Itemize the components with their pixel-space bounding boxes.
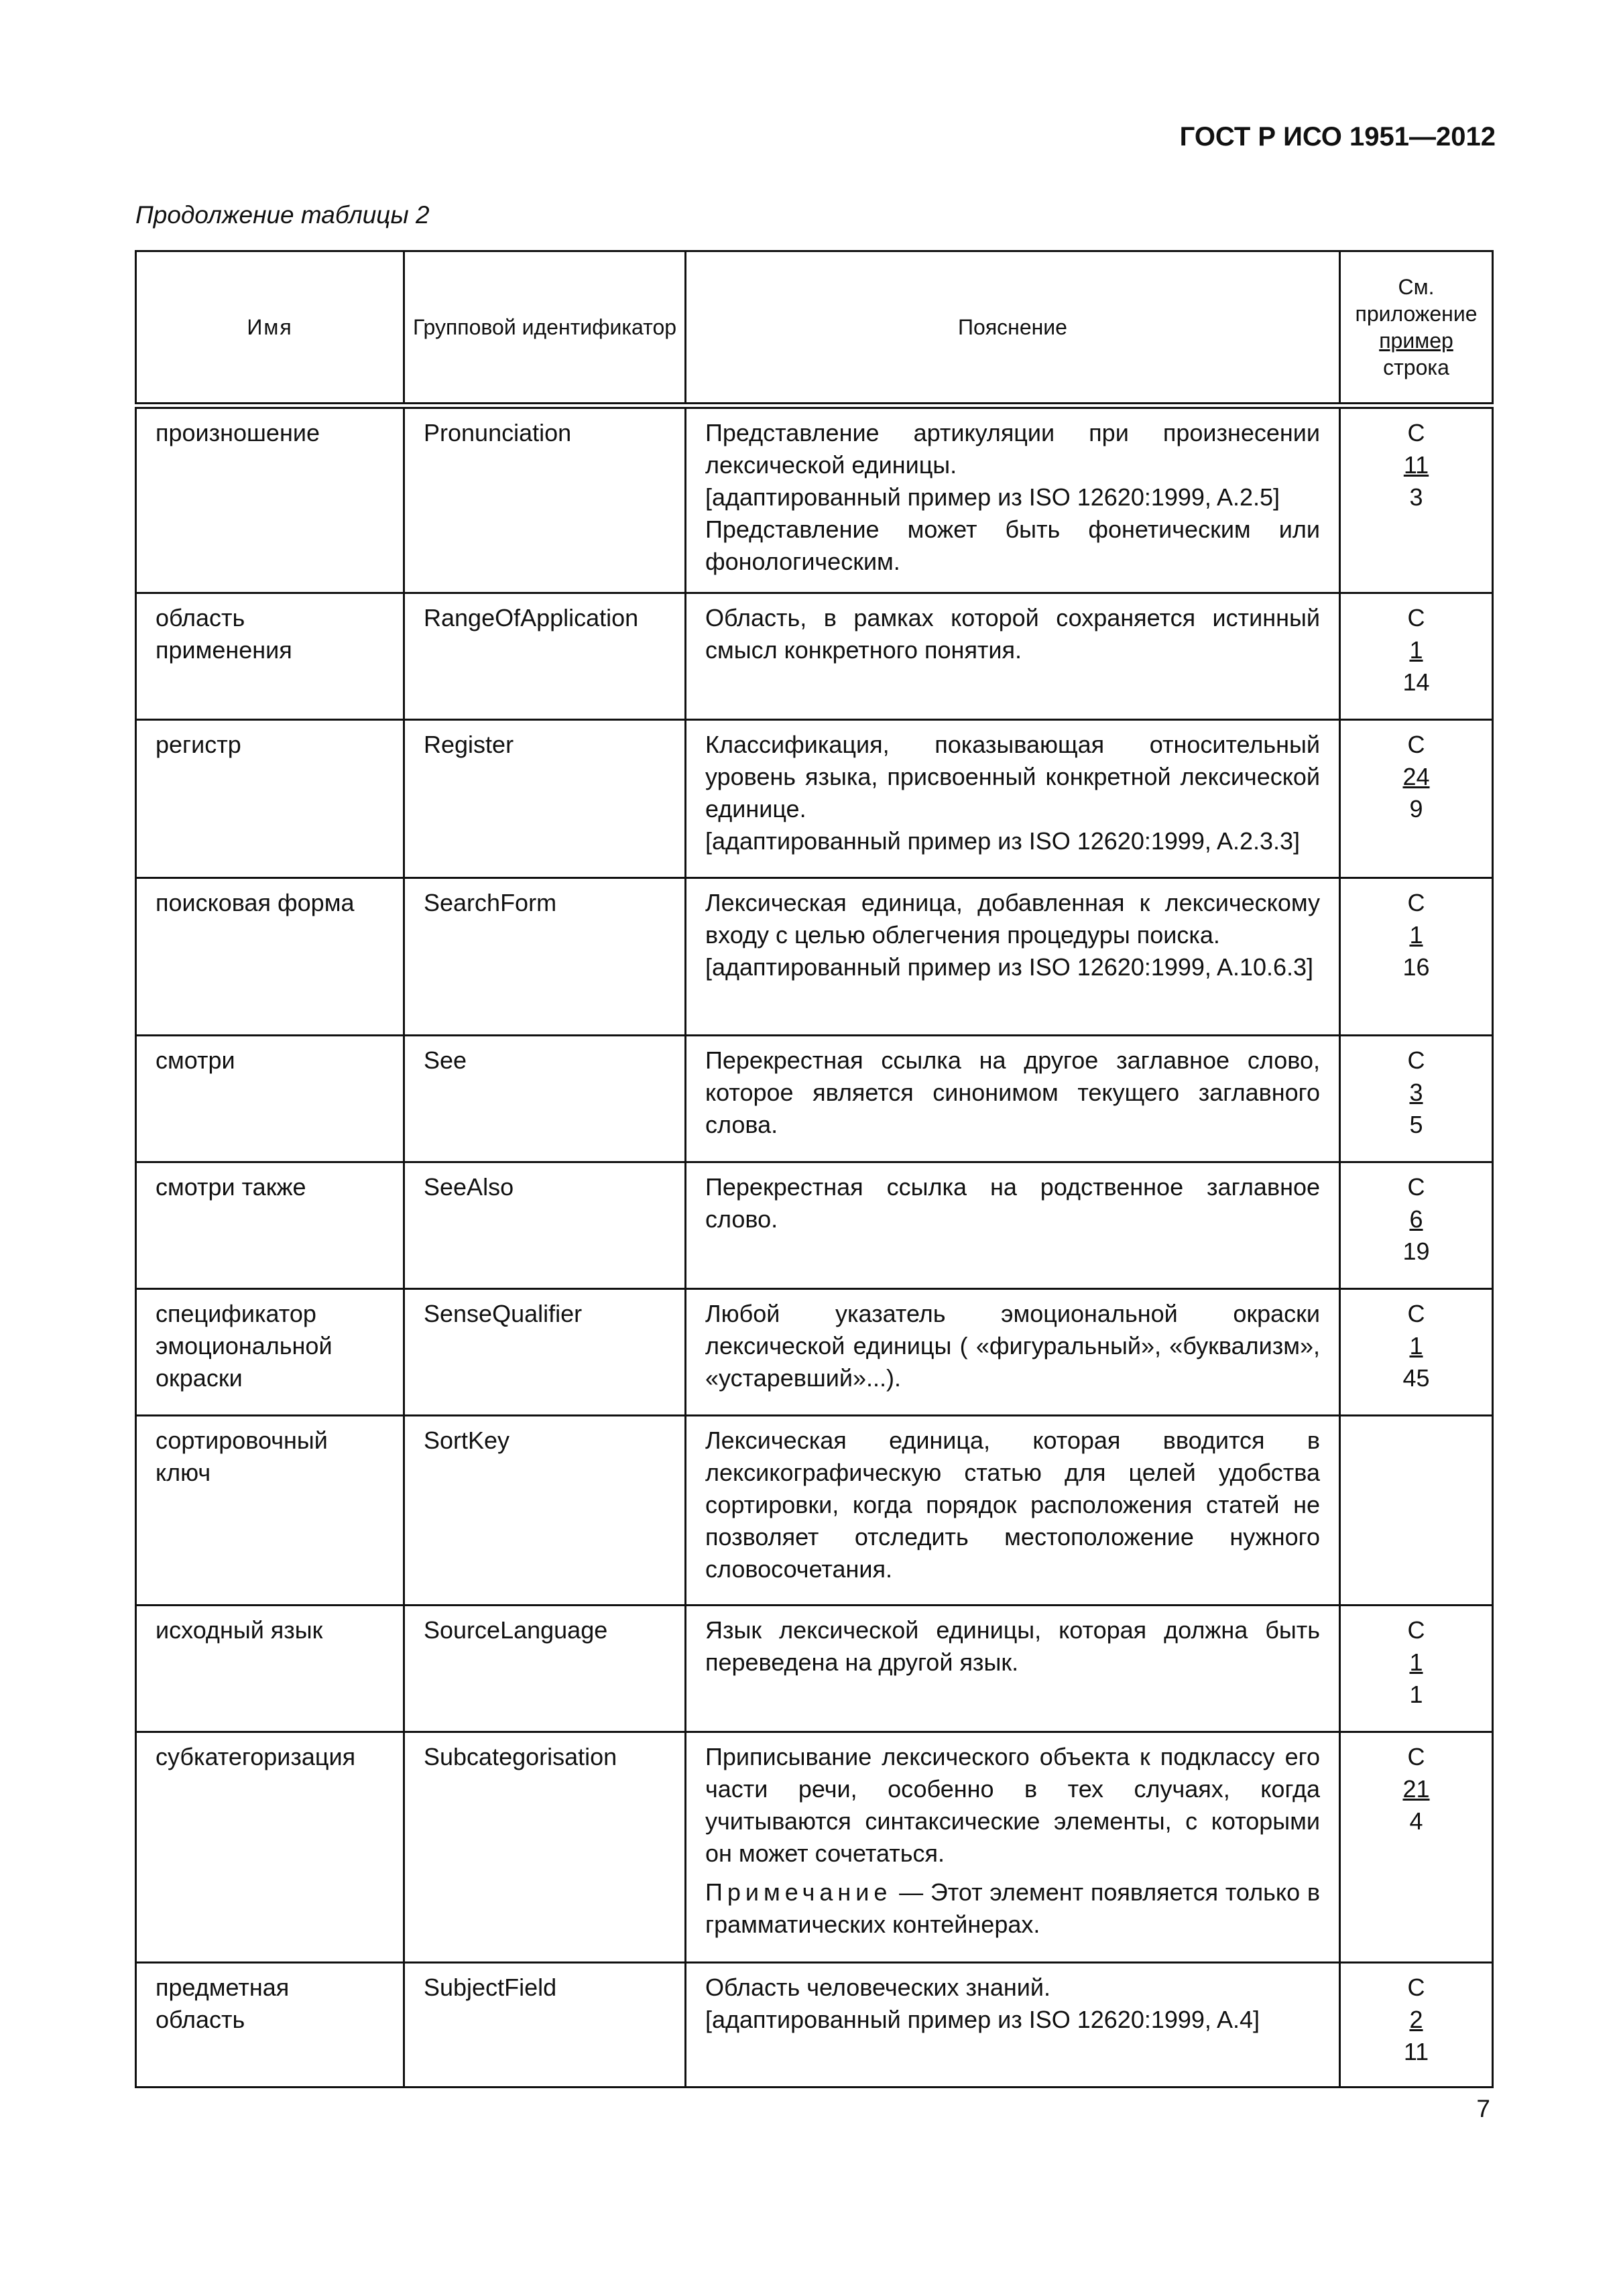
explanation-paragraph: Перекрестная ссылка на родственное заглавное слово. — [705, 1173, 1320, 1233]
explanation-paragraph: Перекрестная ссылка на другое заглавное слово, которое является синонимом текущего заглавного слова. — [705, 1046, 1320, 1139]
ref-line: 5 — [1409, 1111, 1423, 1139]
note-text: — Этот элемент появляется только в грамматических контейнерах. — [705, 1878, 1320, 1939]
ref-example: 21 — [1402, 1775, 1430, 1803]
table-row — [136, 1732, 1493, 1963]
ref-line: 3 — [1409, 483, 1423, 511]
term-explanation — [686, 720, 1340, 878]
ref-appendix: C — [1407, 604, 1425, 632]
ref-example: 1 — [1409, 920, 1423, 949]
table-row — [136, 720, 1493, 878]
table-row — [136, 1962, 1493, 2087]
ref-line: 16 — [1402, 953, 1430, 981]
appendix-reference — [1340, 878, 1493, 1035]
appendix-reference — [1340, 1606, 1493, 1732]
group-identifier: SubjectField — [404, 1962, 686, 2087]
explanation-paragraph: Область человеческих знаний. — [705, 1973, 1050, 2001]
term-explanation — [686, 593, 1340, 720]
term-name: спецификатор эмоциональной окраски — [136, 1289, 404, 1416]
group-identifier: SearchForm — [404, 878, 686, 1035]
table-row — [136, 1162, 1493, 1289]
appendix-reference — [1340, 1732, 1493, 1963]
ref-appendix: C — [1407, 419, 1425, 446]
group-identifier: SenseQualifier — [404, 1289, 686, 1416]
page-number: 7 — [1476, 2095, 1490, 2122]
term-name: смотри также — [136, 1162, 404, 1289]
note-label: Примечание — [705, 1878, 892, 1907]
ref-example: 11 — [1403, 451, 1429, 479]
term-name: произношение — [136, 406, 404, 593]
group-identifier: SortKey — [404, 1416, 686, 1606]
explanation-paragraph: Приписывание лексического объекта к подклассу его части речи, особенно в тех случаях, когда учитываются синтаксические элементы, с которыми он может сочетаться. — [705, 1743, 1320, 1868]
table-row — [136, 878, 1493, 1035]
term-explanation — [686, 1606, 1340, 1732]
ref-head-line: пример — [1379, 328, 1453, 353]
ref-example: 1 — [1409, 1648, 1423, 1677]
group-identifier: Pronunciation — [404, 406, 686, 593]
ref-head-line: приложение — [1355, 302, 1478, 326]
group-identifier: SeeAlso — [404, 1162, 686, 1289]
column-header-reference — [1340, 251, 1493, 406]
explanation-paragraph: Любой указатель эмоциональной окраски лексической единицы ( «фигуральный», «буквализм», «устаревший»...). — [705, 1300, 1320, 1392]
term-name: предметная область — [136, 1962, 404, 2087]
ref-appendix: C — [1407, 1616, 1425, 1644]
ref-line: 45 — [1402, 1364, 1430, 1392]
explanation-paragraph: Классификация, показывающая относительный уровень языка, присвоенный конкретной лексической единице. — [705, 731, 1320, 823]
ref-head-line: См. — [1398, 275, 1435, 299]
explanation-paragraph: Область, в рамках которой сохраняется истинный смысл конкретного понятия. — [705, 604, 1320, 664]
term-name: регистр — [136, 720, 404, 878]
ref-appendix: C — [1407, 1046, 1425, 1075]
table-row — [136, 1416, 1493, 1606]
ref-example: 1 — [1409, 1332, 1423, 1360]
appendix-reference — [1340, 406, 1493, 593]
ref-line: 1 — [1409, 1681, 1423, 1709]
term-name: сортировочный ключ — [136, 1416, 404, 1606]
ref-example: 24 — [1402, 763, 1430, 791]
ref-appendix: C — [1407, 1300, 1425, 1328]
ref-line: 4 — [1409, 1807, 1423, 1835]
ref-appendix: C — [1407, 1173, 1425, 1201]
column-header-name: Имя — [136, 251, 404, 406]
table-row — [136, 1036, 1493, 1162]
ref-appendix: C — [1407, 888, 1425, 916]
appendix-reference — [1340, 1289, 1493, 1416]
term-name: область применения — [136, 593, 404, 720]
table-header-row — [136, 251, 1493, 406]
appendix-reference — [1340, 1962, 1493, 2087]
term-explanation — [686, 878, 1340, 1035]
terms-table — [135, 250, 1494, 2088]
appendix-reference — [1340, 1036, 1493, 1162]
term-explanation — [686, 1289, 1340, 1416]
explanation-paragraph: [адаптированный пример из ISO 12620:1999, A.4] — [705, 2005, 1260, 2033]
ref-line: 11 — [1403, 2037, 1429, 2065]
explanation-paragraph: Лексическая единица, добавленная к лексическому входу с целью облегчения процедуры поиска. — [705, 888, 1320, 949]
group-identifier: See — [404, 1036, 686, 1162]
document-header: ГОСТ Р ИСО 1951—2012 — [1179, 122, 1496, 152]
explanation-paragraph: [адаптированный пример из ISO 12620:1999, A.2.5] — [705, 483, 1280, 511]
explanation-paragraph: Язык лексической единицы, которая должна быть переведена на другой язык. — [705, 1616, 1320, 1677]
table-row — [136, 1606, 1493, 1732]
appendix-reference — [1340, 593, 1493, 720]
term-explanation — [686, 1416, 1340, 1606]
ref-line: 9 — [1409, 795, 1423, 823]
explanation-paragraph: Представление артикуляции при произнесении лексической единицы. — [705, 419, 1320, 479]
explanation-note — [705, 1876, 1320, 1941]
column-header-group-id: Групповой идентификатор — [404, 251, 686, 406]
group-identifier: Subcategorisation — [404, 1732, 686, 1963]
term-name: смотри — [136, 1036, 404, 1162]
explanation-paragraph: Лексическая единица, которая вводится в лексикографическую статью для целей удобства сортировки, когда порядок расположения статей не позволяет отследить местоположение нужного словосочетания. — [705, 1427, 1320, 1583]
term-name: исходный язык — [136, 1606, 404, 1732]
appendix-reference — [1340, 1416, 1493, 1606]
term-explanation — [686, 1036, 1340, 1162]
explanation-paragraph: Представление может быть фонетическим или фонологическим. — [705, 516, 1320, 575]
ref-appendix: C — [1407, 1973, 1425, 2001]
explanation-paragraph: [адаптированный пример из ISO 12620:1999, A.2.3.3] — [705, 827, 1301, 855]
table-row — [136, 406, 1493, 593]
ref-head-line: строка — [1383, 355, 1449, 379]
group-identifier: RangeOfApplication — [404, 593, 686, 720]
table-row — [136, 593, 1493, 720]
ref-example: 6 — [1409, 1205, 1423, 1233]
term-explanation — [686, 406, 1340, 593]
ref-line: 14 — [1402, 668, 1430, 697]
term-name: поисковая форма — [136, 878, 404, 1035]
ref-appendix: C — [1407, 731, 1425, 759]
table-row — [136, 1289, 1493, 1416]
ref-line: 19 — [1402, 1237, 1430, 1266]
group-identifier: Register — [404, 720, 686, 878]
ref-appendix: C — [1407, 1743, 1425, 1771]
explanation-paragraph: [адаптированный пример из ISO 12620:1999, A.10.6.3] — [705, 953, 1314, 981]
ref-example: 3 — [1409, 1079, 1423, 1107]
appendix-reference — [1340, 1162, 1493, 1289]
table-caption: Продолжение таблицы 2 — [135, 201, 430, 229]
appendix-reference — [1340, 720, 1493, 878]
ref-example: 1 — [1409, 636, 1423, 664]
term-name: субкатегоризация — [136, 1732, 404, 1963]
group-identifier: SourceLanguage — [404, 1606, 686, 1732]
column-header-explanation: Пояснение — [686, 251, 1340, 406]
ref-example: 2 — [1409, 2005, 1423, 2033]
term-explanation — [686, 1962, 1340, 2087]
term-explanation — [686, 1732, 1340, 1963]
term-explanation — [686, 1162, 1340, 1289]
